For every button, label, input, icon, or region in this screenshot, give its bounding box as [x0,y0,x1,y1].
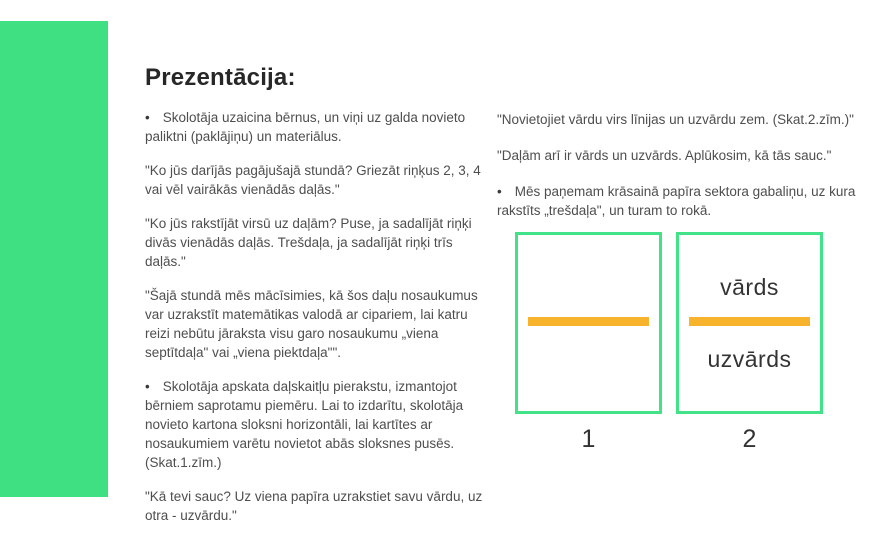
paragraph-text: "Ko jūs rakstījāt virsū uz daļām? Puse, ja sadalījāt riņķi divās vienādās daļās. Trešdaļa, ja sadalījāt riņķi trīs daļās." [145,216,472,269]
paragraph-text: "Ko jūs darījās pagājušajā stundā? Griezāt riņķus 2, 3, 4 vai vēl vairākās vienādās daļās." [145,163,481,197]
bullet-item [497,182,883,220]
figure-1-bottom-text [518,326,659,412]
paragraph [145,161,489,199]
uzvards-label: uzvārds [707,345,792,372]
figure-2-card [676,232,823,414]
paragraph [145,214,489,271]
yellow-line [528,317,649,326]
paragraph [145,487,489,525]
right-column [497,110,883,237]
bullet-dot: • [497,184,502,199]
vards-label: vārds [720,273,779,300]
green-accent-rect [0,21,108,497]
paragraph-text: "Kā tevi sauc? Uz viena papīra uzrakstiet savu vārdu, uz otra - uzvārdu." [145,489,483,523]
yellow-line [689,317,810,326]
figures-row [515,232,823,454]
paragraph-text: Skolotāja apskata daļskaitļu pierakstu, izmantojot bērniem saprotamu piemēru. Lai to izdarītu, skolotāja novieto kartona sloksni horizontāli, lai kartītes ar nosaukumiem varētu novietot abās sloksnes pusēs. (Skat.1.zīm.) [145,379,464,470]
bullet-item [145,377,489,472]
paragraph [497,146,883,165]
page-title: Prezentācija: [145,64,296,91]
figure-2 [676,232,823,454]
left-column [145,64,489,540]
bullet-dot: • [145,379,150,394]
figure-1 [515,232,662,454]
paragraph-text: "Daļām arī ir vārds un uzvārds. Aplūkosim, kā tās sauc." [497,148,832,163]
paragraph-text: "Šajā stundā mēs mācīsimies, kā šos daļu nosaukumus var uzrakstīt matemātikas valodā ar cipariem, lai katru reizi nebūtu jāraksta visu garo nosaukumu „viena septītdaļa" vai „viena piektdaļa"". [145,288,478,360]
paragraph [145,286,489,362]
bullet-dot: • [145,110,150,125]
figure-2-label: 2 [742,425,757,453]
figure-1-card [515,232,662,414]
paragraph [497,110,883,129]
bullet-item [145,108,489,146]
paragraph-text: "Novietojiet vārdu virs līnijas un uzvārdu zem. (Skat.2.zīm.)" [497,112,854,127]
paragraph-text: Skolotāja uzaicina bērnus, un viņi uz galda novieto paliktni (paklājiņu) un materiālus. [145,110,466,144]
figure-1-label: 1 [581,425,596,453]
paragraph-text: Mēs paņemam krāsainā papīra sektora gabaliņu, uz kura rakstīts „trešdaļa", un turam to rokā. [497,184,856,218]
figure-1-top-text [518,235,659,317]
